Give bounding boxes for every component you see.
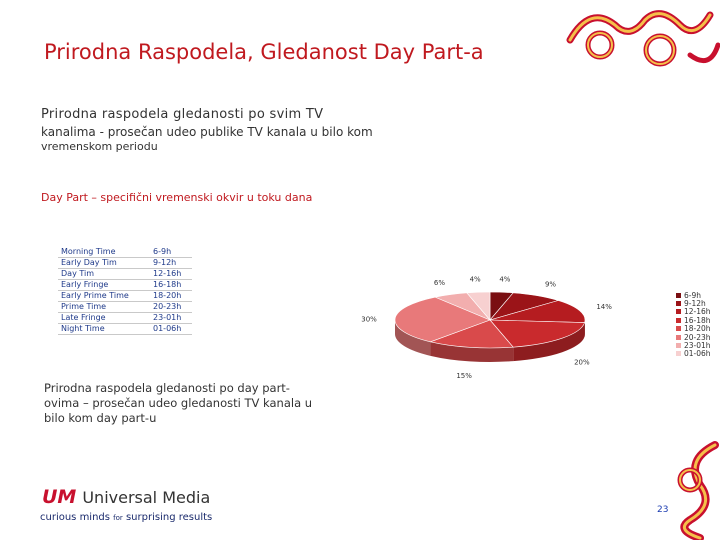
pie-value-label: 6%: [433, 278, 445, 287]
legend-label: 12-16h: [684, 307, 711, 317]
daypart-name: Early Fringe: [58, 280, 150, 291]
pie-value-label: 30%: [361, 315, 377, 324]
table-row: [58, 302, 192, 313]
daypart-name: Late Fringe: [58, 313, 150, 324]
legend-swatch: [676, 335, 681, 340]
pie-value-label: 4%: [499, 275, 511, 284]
daypart-time: 16-18h: [150, 280, 192, 291]
intro-paragraph: [41, 106, 381, 155]
legend-swatch: [676, 326, 681, 331]
logo-name: Universal Media: [82, 488, 211, 507]
table-row: [58, 280, 192, 291]
legend-label: 23-01h: [684, 341, 711, 351]
daypart-name: Early Prime Time: [58, 291, 150, 302]
tagline-for: for: [113, 514, 123, 522]
intro-line-2: kanalima - prosečan udeo publike TV kanala u bilo kom: [41, 124, 373, 139]
legend-swatch: [676, 293, 681, 298]
slide-title: Prirodna Raspodela, Gledanost Day Part-a: [44, 40, 484, 64]
logo-mark: UM: [42, 486, 77, 508]
bottom-right-ornament: [660, 440, 720, 540]
legend-swatch: [676, 318, 681, 323]
daypart-time: 9-12h: [150, 258, 192, 269]
legend-label: 20-23h: [684, 332, 711, 342]
daypart-time: 6-9h: [150, 247, 192, 258]
daypart-time: 12-16h: [150, 269, 192, 280]
legend-swatch: [676, 343, 681, 348]
pie-value-label: 4%: [469, 275, 481, 284]
legend-swatch: [676, 351, 681, 356]
daypart-pie-chart: [330, 275, 670, 381]
legend-swatch: [676, 301, 681, 306]
daypart-time: 18-20h: [150, 291, 192, 302]
legend-label: 9-12h: [684, 299, 706, 309]
legend-label: 18-20h: [684, 324, 711, 334]
tagline-part-a: curious minds: [40, 512, 114, 523]
daypart-time: 01-06h: [150, 324, 192, 335]
universal-media-logo: [42, 486, 210, 508]
intro-line-3: vremenskom periodu: [41, 139, 158, 153]
pie-value-label: 14%: [596, 303, 612, 312]
daypart-name: Morning Time: [58, 247, 150, 258]
table-row: [58, 269, 192, 280]
daypart-name: Night Time: [58, 324, 150, 335]
page-number: 23: [657, 505, 669, 515]
daypart-name: Early Day Tim: [58, 258, 150, 269]
daypart-name: Prime Time: [58, 302, 150, 313]
daypart-time: 23-01h: [150, 313, 192, 324]
table-row: [58, 324, 192, 335]
legend-label: 01-06h: [684, 349, 711, 359]
tagline-part-b: surprising results: [122, 512, 213, 523]
pie-value-label: 9%: [544, 280, 557, 289]
intro-line-1: Prirodna raspodela gledanosti po svim TV: [41, 107, 324, 122]
table-row: [58, 313, 192, 324]
chart-legend: [676, 291, 711, 358]
table-row: [58, 291, 192, 302]
logo-tagline: [40, 512, 212, 523]
legend-swatch: [676, 309, 681, 314]
legend-item: [676, 350, 711, 358]
legend-label: 16-18h: [684, 315, 711, 325]
table-row: [58, 258, 192, 269]
top-right-ornament: [560, 0, 720, 80]
legend-label: 6-9h: [684, 290, 702, 300]
daypart-definition: Day Part – specifični vremenski okvir u toku dana: [41, 191, 313, 204]
pie-value-label: 15%: [456, 372, 472, 381]
pie-value-label: 20%: [574, 358, 590, 367]
table-row: [58, 247, 192, 258]
daypart-table: [58, 247, 192, 335]
daypart-name: Day Tim: [58, 269, 150, 280]
daypart-time: 20-23h: [150, 302, 192, 313]
daypart-paragraph: Prirodna raspodela gledanosti po day part-ovima – prosečan udeo gledanosti TV kanala u bilo kom day part-u: [44, 381, 313, 425]
